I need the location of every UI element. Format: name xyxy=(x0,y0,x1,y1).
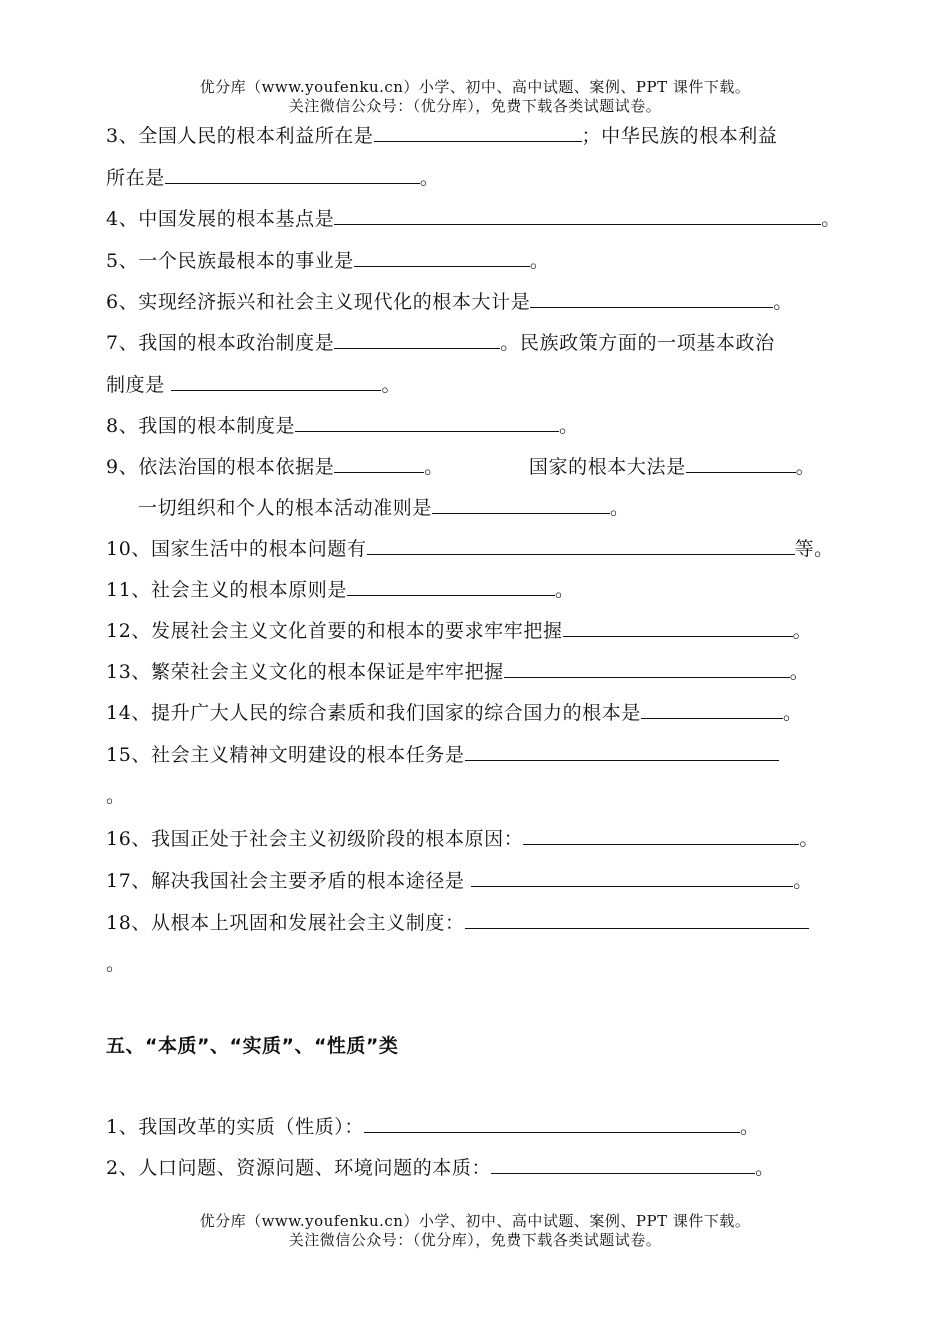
answer-blank[interactable] xyxy=(295,412,559,432)
question-7-cont: 制度是 。 xyxy=(106,371,401,397)
question-8: 8、我国的根本制度是 。 xyxy=(106,412,579,438)
question-9-cont: 一切组织和个人的根本活动准则是 。 xyxy=(138,494,630,520)
question-15-end: 。 xyxy=(106,785,126,807)
answer-blank[interactable] xyxy=(334,205,821,225)
question-11: 11、社会主义的根本原则是 。 xyxy=(106,576,575,602)
question-4: 4、中国发展的根本基点是 。 xyxy=(106,205,841,231)
answer-blank[interactable] xyxy=(432,494,610,514)
answer-blank[interactable] xyxy=(504,658,790,678)
answer-blank[interactable] xyxy=(471,867,793,887)
question-3-cont: 所在是 。 xyxy=(106,164,439,190)
question-17: 17、解决我国社会主要矛盾的根本途径是 。 xyxy=(106,867,813,893)
answer-blank[interactable] xyxy=(334,453,424,473)
answer-blank[interactable] xyxy=(686,453,796,473)
answer-blank[interactable] xyxy=(465,741,779,761)
question-18-end: 。 xyxy=(106,953,126,975)
header-line-2: 关注微信公众号：（优分库），免费下载各类试题试卷。 xyxy=(288,97,662,115)
section-5-question-1: 1、我国改革的实质（性质）： 。 xyxy=(106,1113,760,1139)
answer-blank[interactable] xyxy=(530,288,773,308)
question-10: 10、国家生活中的根本问题有 等。 xyxy=(106,535,834,561)
question-5: 5、一个民族最根本的事业是 。 xyxy=(106,247,550,273)
question-16: 16、我国正处于社会主义初级阶段的根本原因： 。 xyxy=(106,825,819,851)
question-15: 15、社会主义精神文明建设的根本任务是 xyxy=(106,741,779,767)
question-13: 13、繁荣社会主义文化的根本保证是牢牢把握 。 xyxy=(106,658,809,684)
answer-blank[interactable] xyxy=(347,576,555,596)
section-5-heading: 五、“本质”、“实质”、“性质”类 xyxy=(106,1035,399,1057)
question-6: 6、实现经济振兴和社会主义现代化的根本大计是 。 xyxy=(106,288,793,314)
answer-blank[interactable] xyxy=(641,699,783,719)
answer-blank[interactable] xyxy=(491,1154,755,1174)
answer-blank[interactable] xyxy=(171,371,381,391)
answer-blank[interactable] xyxy=(523,825,799,845)
question-18: 18、从根本上巩固和发展社会主义制度： xyxy=(106,909,809,935)
answer-blank[interactable] xyxy=(563,617,793,637)
answer-blank[interactable] xyxy=(354,247,530,267)
question-12: 12、发展社会主义文化首要的和根本的要求牢牢把握 。 xyxy=(106,617,812,643)
footer-line-1: 优分库（www.youfenku.cn）小学、初中、高中试题、案例、PPT 课件下载。 xyxy=(199,1212,751,1230)
question-7: 7、我国的根本政治制度是 。民族政策方面的一项基本政治 xyxy=(106,329,775,355)
answer-blank[interactable] xyxy=(165,164,420,184)
answer-blank[interactable] xyxy=(367,535,795,555)
question-3: 3、全国人民的根本利益所在是 ；中华民族的根本利益 xyxy=(106,122,778,148)
answer-blank[interactable] xyxy=(334,329,500,349)
question-14: 14、提升广大人民的综合素质和我们国家的综合国力的根本是 。 xyxy=(106,699,803,725)
section-5-question-2: 2、人口问题、资源问题、环境问题的本质： 。 xyxy=(106,1154,775,1180)
answer-blank[interactable] xyxy=(364,1113,740,1133)
question-9: 9、依法治国的根本依据是 。 国家的根本大法是 。 xyxy=(106,453,815,479)
header-line-1: 优分库（www.youfenku.cn）小学、初中、高中试题、案例、PPT 课件下载。 xyxy=(199,78,751,96)
answer-blank[interactable] xyxy=(374,122,582,142)
answer-blank[interactable] xyxy=(465,909,809,929)
footer-line-2: 关注微信公众号：（优分库），免费下载各类试题试卷。 xyxy=(288,1231,662,1249)
